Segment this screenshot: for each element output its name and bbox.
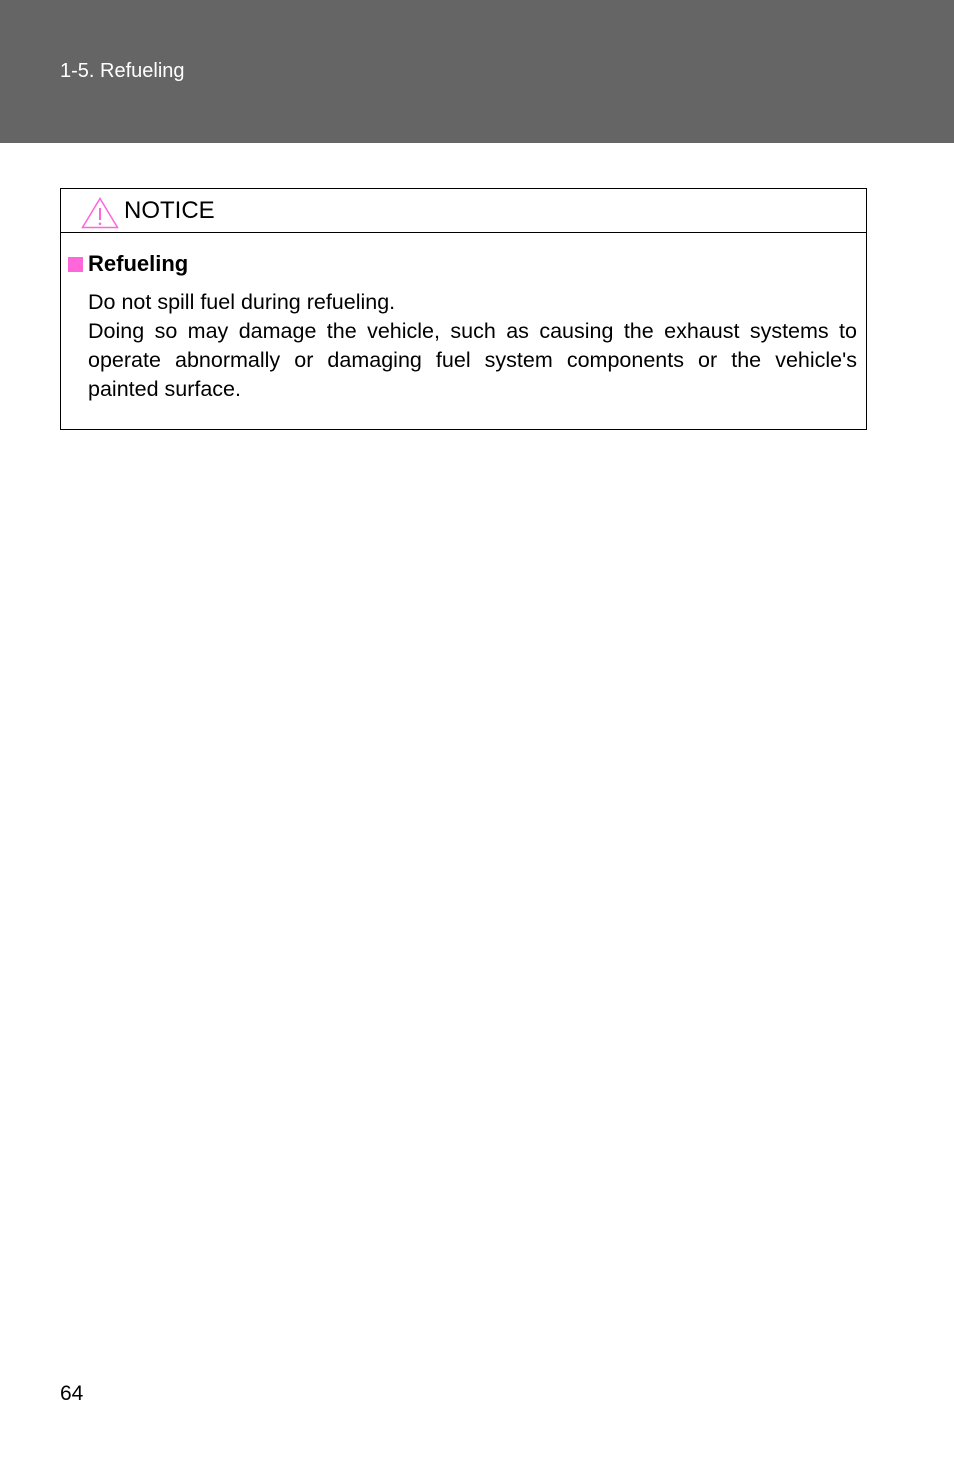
paragraph: Do not spill fuel during refueling. xyxy=(88,290,396,314)
warning-triangle-icon xyxy=(81,197,119,229)
notice-box xyxy=(60,188,867,430)
header-band xyxy=(0,0,954,143)
notice-header xyxy=(61,189,866,233)
section-title: 1-5. Refueling xyxy=(60,60,185,82)
item-title: Refueling xyxy=(88,251,189,276)
notice-title: NOTICE xyxy=(124,197,215,224)
item-description xyxy=(88,288,857,404)
page-number: 64 xyxy=(60,1382,84,1405)
paragraph: Doing so may damage the vehicle, such as causing the exhaust systems to operate abnormally or damaging fuel system components or the vehicle's painted surface. xyxy=(88,319,857,401)
square-bullet-icon xyxy=(68,257,83,272)
